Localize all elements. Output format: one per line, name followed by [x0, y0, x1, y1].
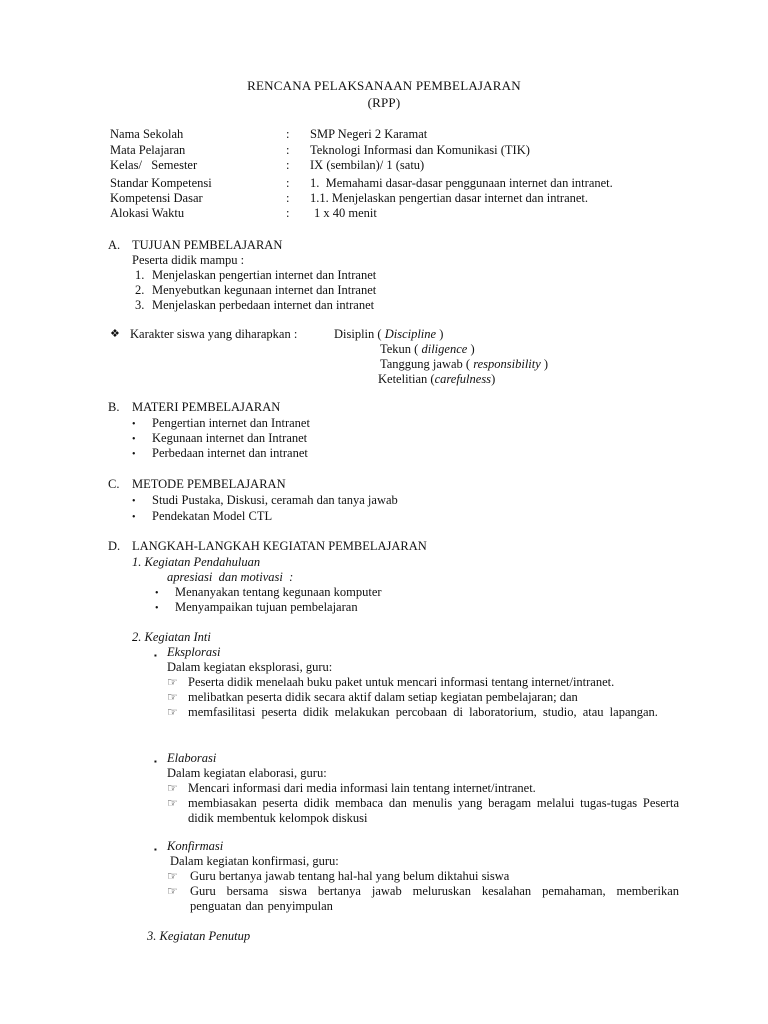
- karakter-english: carefulness: [434, 372, 492, 386]
- activity-title: Elaborasi: [167, 751, 217, 765]
- subsection-title: 1. Kegiatan Pendahuluan: [132, 555, 261, 569]
- list-item: Pendekatan Model CTL: [152, 509, 273, 523]
- list-item: Studi Pustaka, Diskusi, ceramah dan tanya jawab: [152, 493, 398, 507]
- activity-intro: Dalam kegiatan konfirmasi, guru:: [170, 854, 339, 868]
- karakter-word: Disiplin (: [334, 327, 382, 341]
- karakter-item: [334, 327, 443, 342]
- bullet-dot-icon: •: [132, 512, 136, 523]
- list-item: Pengertian internet dan Intranet: [152, 416, 310, 430]
- document-title: RENCANA PELAKSANAAN PEMBELAJARAN: [247, 78, 521, 93]
- section-letter: A.: [108, 238, 121, 252]
- document-subtitle: (RPP): [367, 95, 401, 110]
- identity-label: Standar Kompetensi: [110, 176, 212, 190]
- identity-value: 1. Memahami dasar-dasar penggunaan internet dan intranet.: [310, 176, 613, 190]
- section-heading: MATERI PEMBELAJARAN: [132, 400, 281, 414]
- list-item: Kegunaan internet dan Intranet: [152, 431, 308, 445]
- identity-value: IX (sembilan)/ 1 (satu): [310, 158, 425, 172]
- activity-item: memfasilitasi peserta didik melakukan percobaan di laboratorium, studio, atau lapangan.: [188, 705, 658, 719]
- karakter-label: Karakter siswa yang diharapkan :: [130, 327, 298, 341]
- identity-separator: :: [286, 191, 290, 205]
- list-number: 1.: [135, 268, 145, 282]
- activity-item: melibatkan peserta didik secara aktif dalam setiap kegiatan pembelajaran; dan: [188, 690, 578, 704]
- identity-value: 1 x 40 menit: [314, 206, 377, 220]
- bullet-dot-icon: •: [132, 496, 136, 507]
- identity-separator: :: [286, 206, 290, 220]
- identity-separator: :: [286, 158, 290, 172]
- identity-label: Alokasi Waktu: [110, 206, 185, 220]
- section-heading: LANGKAH-LANGKAH KEGIATAN PEMBELAJARAN: [132, 539, 427, 553]
- activity-title: Eksplorasi: [167, 645, 221, 659]
- square-bullet-icon: ▪: [154, 651, 157, 660]
- bullet-dot-icon: •: [132, 434, 136, 445]
- pointing-hand-icon: ☞: [167, 705, 178, 719]
- karakter-close: ): [543, 357, 549, 371]
- activity-item: Mencari informasi dari media informasi lain tentang internet/intranet.: [188, 781, 536, 795]
- activity-intro: Dalam kegiatan elaborasi, guru:: [167, 766, 327, 780]
- activity-item: membiasakan peserta didik membaca dan menulis yang beragam melalui tugas-tugas Peserta didik membentuk kelompok diskusi: [188, 796, 679, 825]
- karakter-word: Tanggung jawab (: [380, 357, 471, 371]
- karakter-word: Tekun (: [380, 342, 419, 356]
- activity-item: Peserta didik menelaah buku paket untuk mencari informasi tentang internet/intranet.: [188, 675, 615, 689]
- bullet-dot-icon: •: [155, 603, 159, 614]
- list-item: Menjelaskan pengertian internet dan Intranet: [152, 268, 377, 282]
- section-letter: C.: [108, 477, 120, 491]
- subsection-title: 2. Kegiatan Inti: [132, 630, 211, 644]
- pointing-hand-icon: ☞: [167, 869, 178, 883]
- bullet-dot-icon: •: [132, 449, 136, 460]
- identity-label: Nama Sekolah: [110, 127, 184, 141]
- diamond-bullet-icon: ❖: [110, 328, 120, 340]
- identity-separator: :: [286, 127, 290, 141]
- karakter-close: ): [470, 342, 475, 356]
- section-letter: B.: [108, 400, 120, 414]
- karakter-close: ): [491, 372, 496, 386]
- identity-separator: :: [286, 143, 290, 157]
- activity-item: Guru bersama siswa bertanya jawab meluruskan kesalahan pemahaman, memberikan penguatan dan penyimpulan: [190, 884, 679, 913]
- identity-label: Kompetensi Dasar: [110, 191, 203, 205]
- karakter-english: Discipline: [384, 327, 437, 341]
- identity-value: Teknologi Informasi dan Komunikasi (TIK): [310, 143, 530, 157]
- list-number: 2.: [135, 283, 145, 297]
- identity-value: SMP Negeri 2 Karamat: [310, 127, 428, 141]
- karakter-item: [378, 372, 495, 387]
- section-intro: Peserta didik mampu :: [132, 253, 245, 267]
- bullet-dot-icon: •: [155, 588, 159, 599]
- pointing-hand-icon: ☞: [167, 675, 178, 689]
- pointing-hand-icon: ☞: [167, 884, 178, 898]
- square-bullet-icon: ▪: [154, 845, 157, 854]
- list-number: 3.: [135, 298, 145, 312]
- pointing-hand-icon: ☞: [167, 781, 178, 795]
- section-heading: METODE PEMBELAJARAN: [132, 477, 286, 491]
- karakter-item: [380, 342, 475, 357]
- activity-item: Guru bertanya jawab tentang hal-hal yang belum diktahui siswa: [190, 869, 510, 883]
- bullet-dot-icon: •: [132, 419, 136, 430]
- activity-intro: Dalam kegiatan eksplorasi, guru:: [167, 660, 333, 674]
- identity-label: Kelas/ Semester: [110, 158, 198, 172]
- identity-value: 1.1. Menjelaskan pengertian dasar internet dan intranet.: [310, 191, 589, 205]
- subsection-sub: apresiasi dan motivasi :: [167, 570, 294, 584]
- karakter-item: [380, 357, 548, 372]
- karakter-english: diligence: [421, 342, 468, 356]
- list-item: Menjelaskan perbedaan internet dan intranet: [152, 298, 375, 312]
- section-heading: TUJUAN PEMBELAJARAN: [132, 238, 283, 252]
- karakter-english: responsibility: [473, 357, 541, 371]
- karakter-close: ): [439, 327, 444, 341]
- square-bullet-icon: ▪: [154, 757, 157, 766]
- karakter-word: Ketelitian (: [378, 372, 435, 386]
- list-item: Menyebutkan kegunaan internet dan Intranet: [152, 283, 377, 297]
- list-item: Menanyakan tentang kegunaan komputer: [175, 585, 382, 599]
- section-letter: D.: [108, 539, 121, 553]
- identity-label: Mata Pelajaran: [110, 143, 186, 157]
- subsection-title: 3. Kegiatan Penutup: [147, 929, 251, 943]
- list-item: Perbedaan internet dan intranet: [152, 446, 308, 460]
- identity-separator: :: [286, 176, 290, 190]
- pointing-hand-icon: ☞: [167, 690, 178, 704]
- pointing-hand-icon: ☞: [167, 796, 178, 810]
- activity-title: Konfirmasi: [167, 839, 224, 853]
- list-item: Menyampaikan tujuan pembelajaran: [175, 600, 358, 614]
